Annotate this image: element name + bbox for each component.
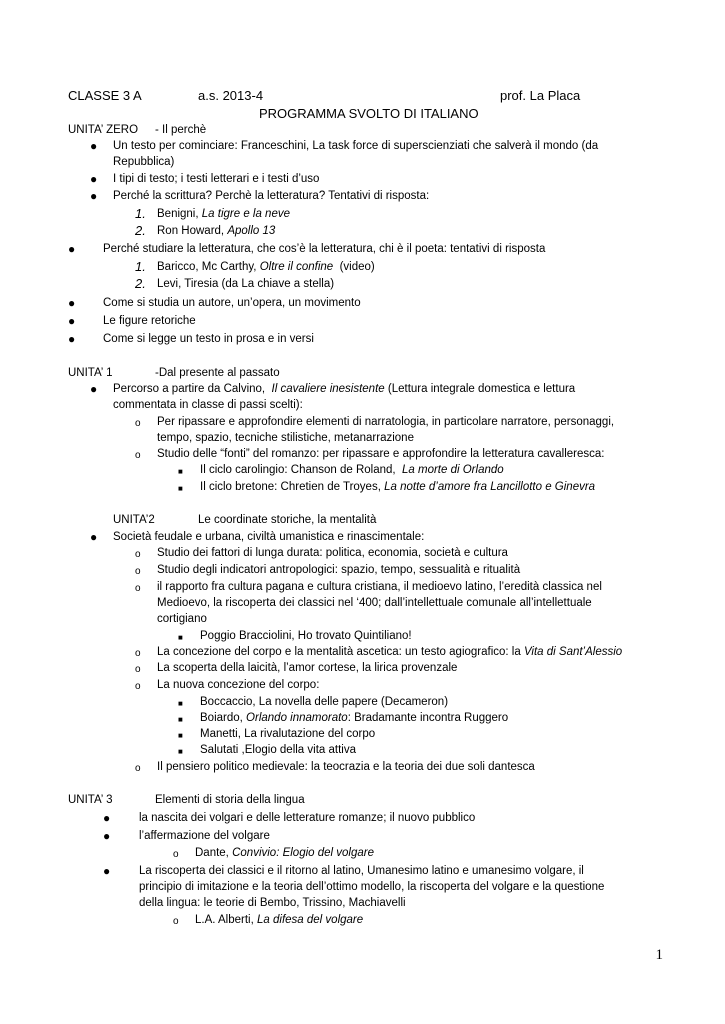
bullet-icon: ● <box>103 811 111 825</box>
circle-bullet-icon: o <box>135 450 141 461</box>
bullet-icon: ● <box>90 139 98 153</box>
unit1-heading: UNITA’ 1 <box>68 367 113 379</box>
unit0-item: Le figure retoriche <box>103 315 196 327</box>
square-bullet-icon: ■ <box>178 633 183 642</box>
circle-bullet-icon: o <box>135 583 141 594</box>
bullet-icon: ● <box>103 864 111 878</box>
unit1-item: Percorso a partire da Calvino, Il cavaliere inesistente (Lettura integrale domestica e lettura <box>113 383 576 395</box>
circle-bullet-icon: o <box>135 763 141 774</box>
unit2-sub: La nuova concezione del corpo: <box>157 679 320 691</box>
circle-bullet-icon: o <box>135 549 141 560</box>
unit3-item-cont: della lingua: le teorie di Bembo, Trissino, Machiavelli <box>139 897 406 909</box>
unit0-heading: UNITA’ ZERO <box>68 124 139 136</box>
unit1-sub: Studio delle “fonti” del romanzo: per ripassare e approfondire la letteratura cavalleresca: <box>157 448 605 460</box>
unit2-sub: Il pensiero politico medievale: la teocrazia e la teoria dei due soli dantesca <box>157 761 535 773</box>
unit1-subsub: Il ciclo bretone: Chretien de Troyes, La notte d’amore fra Lancillotto e Ginevra <box>200 481 596 493</box>
unit3-item: l’affermazione del volgare <box>139 830 270 842</box>
unit2-sub: La scoperta della laicità, l’amor cortese, la lirica provenzale <box>157 662 458 674</box>
bullet-icon: ● <box>68 314 76 328</box>
bullet-icon: ● <box>90 189 98 203</box>
unit3-item: La riscoperta dei classici e il ritorno al latino, Umanesimo latino e umanesimo volgare, il <box>139 865 584 877</box>
unit2-sub-cont: cortigiano <box>157 613 207 625</box>
header-class: CLASSE 3 A <box>68 88 142 103</box>
unit3-item-cont: principio di imitazione e la teoria dell’ottimo modello, la riscoperta del volgare e la questione <box>139 881 605 893</box>
unit1-subsub: Il ciclo carolingio: Chanson de Roland, La morte di Orlando <box>200 464 504 476</box>
unit0-sub: Levi, Tiresia (da La chiave a stella) <box>157 278 335 290</box>
square-bullet-icon: ■ <box>178 747 183 756</box>
page-title: PROGRAMMA SVOLTO DI ITALIANO <box>259 106 479 121</box>
unit2-subsub: Salutati ,Elogio della vita attiva <box>200 744 356 756</box>
unit0-item: Come si legge un testo in prosa e in versi <box>103 333 314 345</box>
unit2-sub: La concezione del corpo e la mentalità ascetica: un testo agiografico: la Vita di Sant’Alessio <box>157 646 623 658</box>
unit1-sub: Per ripassare e approfondire elementi di narratologia, in particolare narratore, personaggi, <box>157 416 615 428</box>
unit2-heading: UNITA’2 <box>113 514 155 526</box>
unit2-item: Società feudale e urbana, civiltà umanistica e rinascimentale: <box>113 531 425 543</box>
bullet-icon: ● <box>68 332 76 346</box>
unit0-item-cont: Repubblica) <box>113 156 175 168</box>
unit3-item: la nascita dei volgari e delle letterature romanze; il nuovo pubblico <box>139 812 476 824</box>
circle-bullet-icon: o <box>135 681 141 692</box>
unit3-sub: L.A. Alberti, La difesa del volgare <box>195 914 364 926</box>
unit0-item: Perché studiare la letteratura, che cos’è la letteratura, chi è il poeta: tentativi di risposta <box>103 243 546 255</box>
unit0-sub: Ron Howard, Apollo 13 <box>157 225 276 237</box>
circle-bullet-icon: o <box>135 566 141 577</box>
bullet-icon: ● <box>90 172 98 186</box>
unit0-item: I tipi di testo; i testi letterari e i testi d’uso <box>113 173 320 185</box>
unit3-sub: Dante, Convivio: Elogio del volgare <box>195 847 375 859</box>
number-1: 1. <box>135 206 146 221</box>
circle-bullet-icon: o <box>135 418 141 429</box>
square-bullet-icon: ■ <box>178 699 183 708</box>
unit3-title: Elementi di storia della lingua <box>155 794 305 806</box>
page-number: 1 <box>655 947 663 963</box>
square-bullet-icon: ■ <box>178 731 183 740</box>
unit0-title: - Il perchè <box>155 124 207 136</box>
unit2-sub: il rapporto fra cultura pagana e cultura cristiana, il medioevo latino, l’eredità classica nel <box>157 581 602 593</box>
circle-bullet-icon: o <box>135 664 141 675</box>
bullet-icon: ● <box>90 382 98 396</box>
bullet-icon: ● <box>68 242 76 256</box>
circle-bullet-icon: o <box>135 648 141 659</box>
unit1-title: -Dal presente al passato <box>155 367 280 379</box>
unit2-subsub: Poggio Bracciolini, Ho trovato Quintiliano! <box>200 630 412 642</box>
unit2-sub: Studio degli indicatori antropologici: spazio, tempo, sessualità e ritualità <box>157 564 521 576</box>
unit0-sub: Benigni, La tigre e la neve <box>157 208 290 220</box>
square-bullet-icon: ■ <box>178 484 183 493</box>
bullet-icon: ● <box>68 296 76 310</box>
unit1-item-cont: commentata in classe di passi scelti): <box>113 399 303 411</box>
circle-bullet-icon: o <box>173 916 179 927</box>
unit2-subsub: Boccaccio, La novella delle papere (Decameron) <box>200 696 449 708</box>
circle-bullet-icon: o <box>173 849 179 860</box>
unit2-subsub: Boiardo, Orlando innamorato: Bradamante incontra Ruggero <box>200 712 509 724</box>
unit0-item: Perché la scrittura? Perchè la letteratura? Tentativi di risposta: <box>113 190 430 202</box>
unit2-sub-cont: Medioevo, la riscoperta dei classici nel ‘400; dall’intellettuale comunale all’intellettuale <box>157 597 592 609</box>
unit2-title: Le coordinate storiche, la mentalità <box>198 514 377 526</box>
unit0-item: Un testo per cominciare: Franceschini, La task force di superscienziati che salverà il mondo (da <box>113 140 599 152</box>
unit2-subsub: Manetti, La rivalutazione del corpo <box>200 728 376 740</box>
square-bullet-icon: ■ <box>178 467 183 476</box>
number-2: 2. <box>135 276 146 291</box>
bullet-icon: ● <box>90 530 98 544</box>
number-2: 2. <box>135 223 146 238</box>
number-1: 1. <box>135 259 146 274</box>
unit0-item: Come si studia un autore, un’opera, un movimento <box>103 297 361 309</box>
header-year: a.s. 2013-4 <box>198 88 264 103</box>
unit3-heading: UNITA’ 3 <box>68 794 113 806</box>
header-teacher: prof. La Placa <box>500 88 581 103</box>
square-bullet-icon: ■ <box>178 715 183 724</box>
unit0-sub: Baricco, Mc Carthy, Oltre il confine (video) <box>157 261 375 273</box>
unit2-sub: Studio dei fattori di lunga durata: politica, economia, società e cultura <box>157 547 508 559</box>
bullet-icon: ● <box>103 829 111 843</box>
unit1-sub-cont: tempo, spazio, tecniche stilistiche, metanarrazione <box>157 432 414 444</box>
